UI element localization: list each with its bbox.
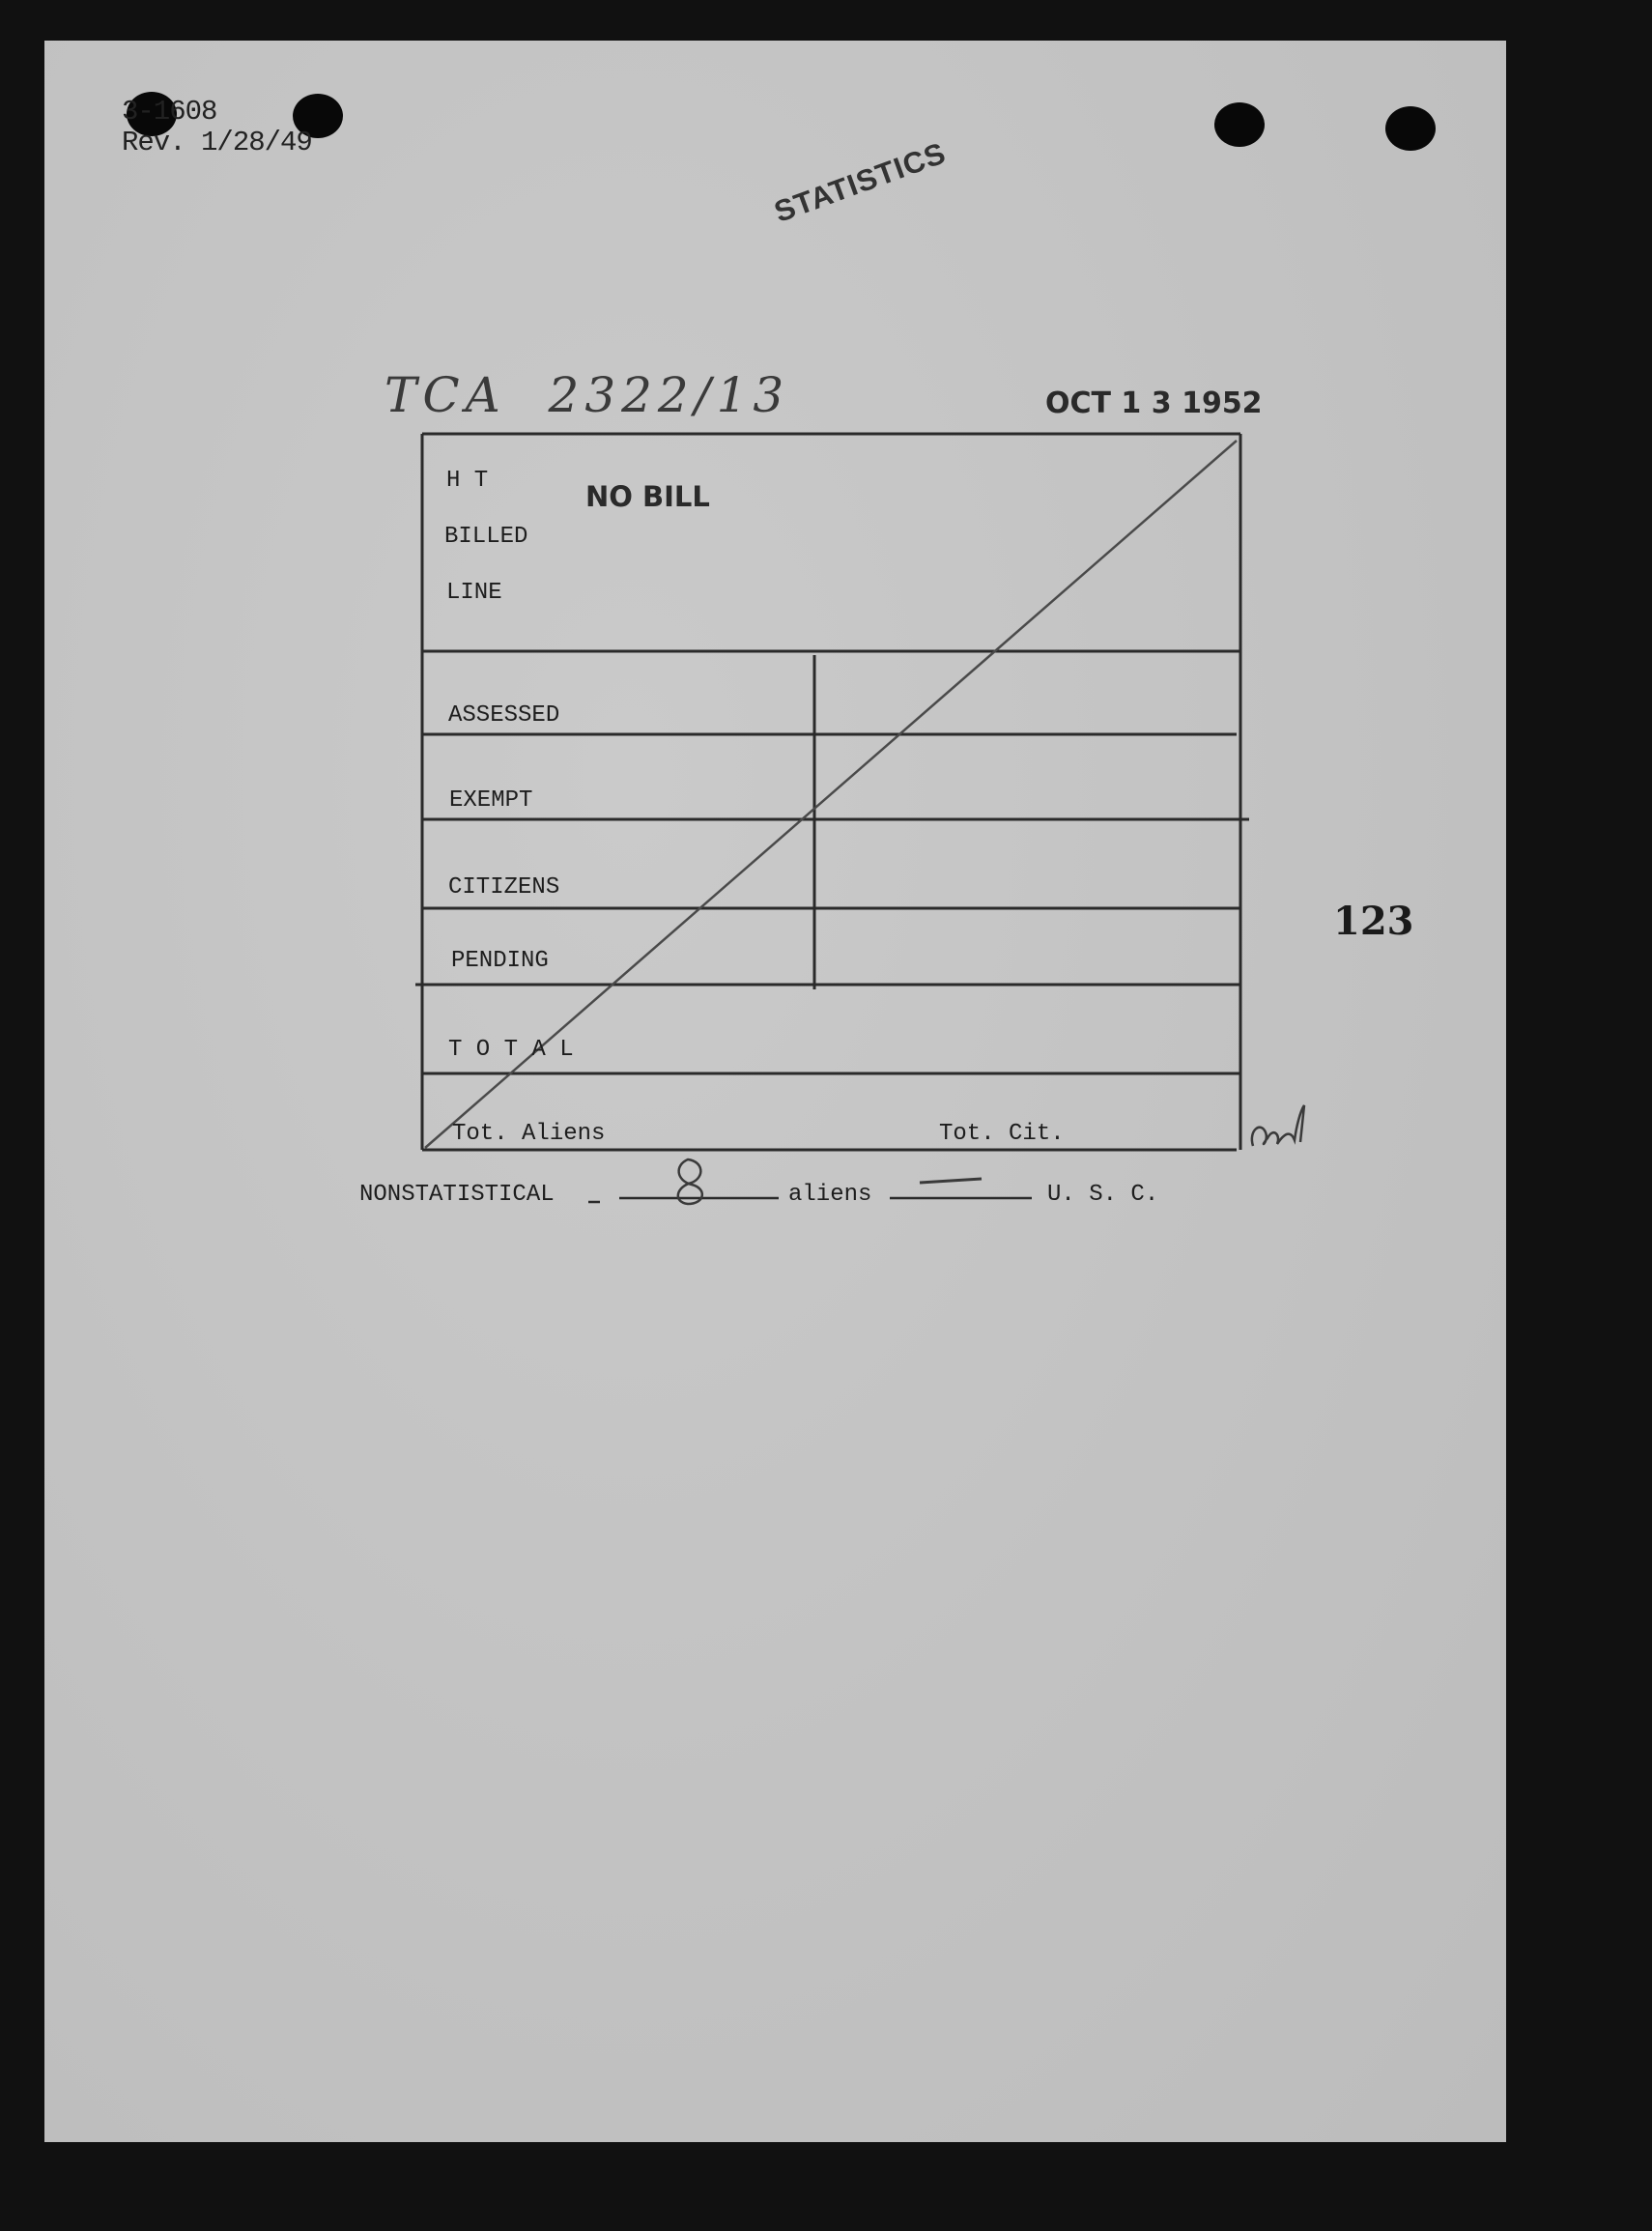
date-stamp: OCT 1 3 1952 <box>1045 386 1263 420</box>
label-citizens: CITIZENS <box>448 874 560 901</box>
label-total: T O T A L <box>448 1037 574 1063</box>
label-tot-aliens: Tot. Aliens <box>452 1121 606 1147</box>
page-number: 123 <box>1333 899 1414 944</box>
form-revision: Rev. 1/28/49 <box>122 127 312 159</box>
statistics-stamp: STATISTICS <box>769 135 951 229</box>
form-number: 3-1608 <box>122 96 217 128</box>
label-tot-cit: Tot. Cit. <box>939 1121 1065 1147</box>
handwritten-file-reference: TCA 2322/13 <box>385 367 790 423</box>
label-aliens: aliens <box>788 1182 872 1208</box>
label-exempt: EXEMPT <box>449 787 533 814</box>
label-pending: PENDING <box>451 948 549 974</box>
no-bill-stamp: NO BILL <box>585 480 710 513</box>
label-ht: H T <box>446 468 489 494</box>
label-assessed: ASSESSED <box>448 702 560 729</box>
label-billed: BILLED <box>444 524 528 550</box>
label-line: LINE <box>446 580 502 606</box>
label-usc: U. S. C. <box>1047 1182 1159 1208</box>
label-nonstatistical: NONSTATISTICAL <box>359 1182 555 1208</box>
